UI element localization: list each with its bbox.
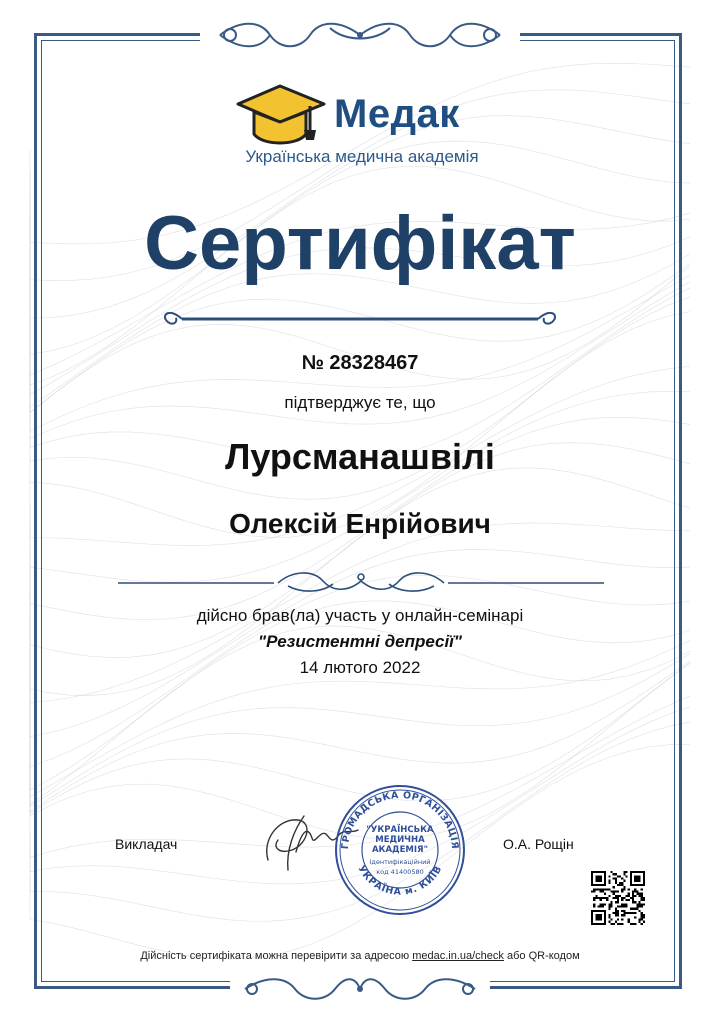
footer-prefix: Дійсність сертифіката можна перевірити за адресою [140,950,413,962]
certificate-title: Сертифікат [144,201,576,286]
seal-line-3: АКАДЕМІЯ" [371,845,429,855]
seminar-title: "Резистентні депресії" [258,632,462,651]
qr-code-icon[interactable] [591,871,645,925]
seal-line-2: МЕДИЧНА [375,835,425,845]
seal-outer-text: ГРОМАДСЬКА ОРГАНІЗАЦІЯ [339,789,461,850]
participation-text: дійсно брав(ла) участь у онлайн-семінарі [196,606,524,625]
seal-line-4: Ідентифікаційний [369,858,431,866]
seminar-date: 14 лютого 2022 [299,658,421,677]
seal-bottom-text: УКРАЇНА м. КИЇВ [355,863,445,898]
seal-line-1: "УКРАЇНСЬКА [366,825,434,835]
seal-line-5: код 41400580 [376,868,424,876]
verification-footer [0,950,720,962]
middle-divider [118,566,604,596]
recipient-surname: Лурсманашвілі [225,436,495,477]
title-divider [160,308,560,330]
organization-seal [330,780,470,920]
lecturer-label: Викладач [115,836,178,852]
lecturer-name: О.А. Рощін [503,836,574,852]
bottom-ornament [230,974,490,1004]
brand-name: Медак [334,92,460,136]
certificate-number: № 28328467 [301,352,419,374]
recipient-given-names: Олексій Енрійович [229,508,491,539]
footer-suffix: або QR-кодом [503,950,580,962]
verification-link[interactable]: medac.in.ua/check [412,950,504,962]
confirms-text: підтверджує те, що [284,393,436,412]
brand-subtitle: Українська медична академія [245,147,479,166]
top-ornament [200,18,520,52]
